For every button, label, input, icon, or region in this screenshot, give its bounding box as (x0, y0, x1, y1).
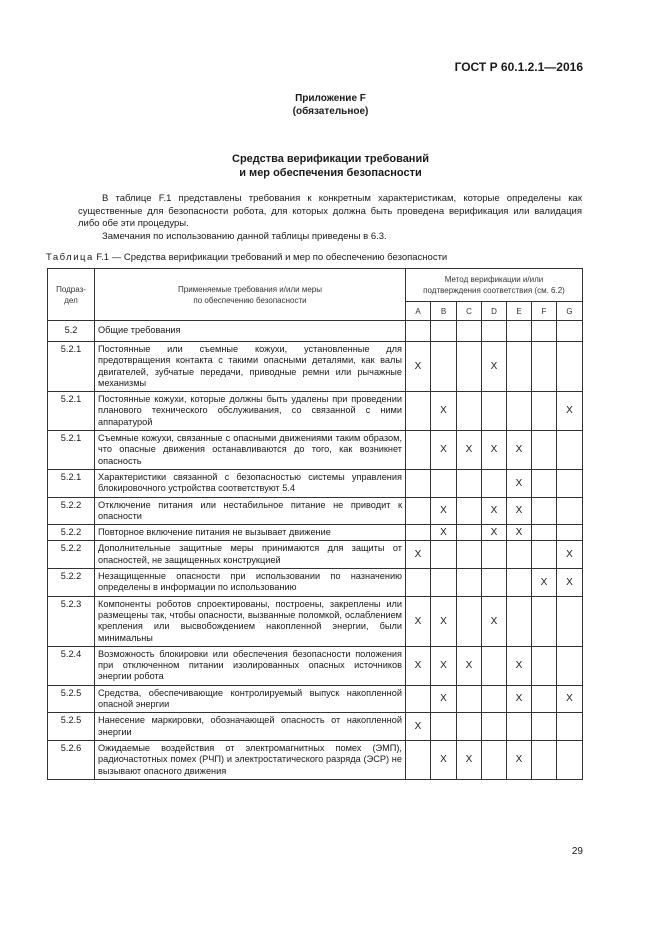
method-mark-g (557, 342, 583, 392)
method-mark-c (457, 469, 482, 497)
method-mark-e (507, 713, 532, 741)
document-code: ГОСТ Р 60.1.2.1—2016 (454, 60, 583, 74)
method-letter-c: C (457, 302, 482, 321)
method-mark-e: X (507, 740, 532, 779)
method-mark-g (557, 431, 583, 470)
method-mark-a (406, 497, 431, 525)
method-mark-a (406, 431, 431, 470)
method-mark-f (532, 541, 557, 569)
method-mark-g: X (557, 541, 583, 569)
method-mark-g (557, 497, 583, 525)
section-row-number: 5.2 (48, 321, 95, 342)
method-letter-b: B (431, 302, 457, 321)
method-mark-b: X (431, 525, 457, 541)
method-mark-b: X (431, 740, 457, 779)
intro-paragraph-1: В таблице F.1 представлены требования к конкретным характеристикам, которые определены как существенные для безопасности робота, для которых должна быть проведена верификация или валидация либо обе эти процедуры. (78, 193, 582, 229)
method-mark-a (406, 392, 431, 431)
method-mark-f (532, 740, 557, 779)
table-row (48, 569, 583, 597)
row-subsection-number: 5.2.2 (48, 525, 95, 541)
method-mark-g (557, 469, 583, 497)
method-mark-d (482, 541, 507, 569)
table-row (48, 469, 583, 497)
intro-paragraph-2: Замечания по использованию данной таблицы приведены в 6.3. (102, 230, 387, 242)
method-mark-e: X (507, 685, 532, 713)
method-mark-c (457, 392, 482, 431)
method-mark-c (457, 342, 482, 392)
method-letter-d: D (482, 302, 507, 321)
method-mark-d: X (482, 525, 507, 541)
row-requirement-text: Возможность блокировки или обеспечения безопасности положения при отключенном питании изолированных опасных источников энергии робота (95, 646, 406, 685)
row-requirement-text: Съемные кожухи, связанные с опасными движениями таким образом, что опасные движения останавливаются до того, как возникнет опасность (95, 431, 406, 470)
method-mark-c: X (457, 431, 482, 470)
method-mark-a: X (406, 596, 431, 646)
method-mark-g (557, 646, 583, 685)
method-mark-b (431, 541, 457, 569)
method-mark-g: X (557, 569, 583, 597)
table-row (48, 431, 583, 470)
row-requirement-text: Постоянные кожухи, которые должны быть удалены при проведении планового технического обслуживания, со связанной с ними аппаратурой (95, 392, 406, 431)
row-requirement-text: Характеристики связанной с безопасностью системы управления блокировочного устройства соответствуют 5.4 (95, 469, 406, 497)
method-mark-c (457, 541, 482, 569)
method-mark-f (532, 646, 557, 685)
method-mark-d: X (482, 342, 507, 392)
section-title-line-2: и мер обеспечения безопасности (239, 167, 422, 179)
row-requirement-text: Дополнительные защитные меры принимаются для защиты от опасностей, не защищенных конструкцией (95, 541, 406, 569)
method-mark-d (482, 392, 507, 431)
table-row (48, 740, 583, 779)
method-mark-e (507, 342, 532, 392)
method-mark-c (457, 685, 482, 713)
row-subsection-number: 5.2.5 (48, 713, 95, 741)
method-mark-b (431, 569, 457, 597)
row-subsection-number: 5.2.6 (48, 740, 95, 779)
row-requirement-text: Нанесение маркировки, обозначающей опасность от накопленной энергии (95, 713, 406, 741)
intro-text (78, 193, 582, 243)
method-mark-d (482, 469, 507, 497)
table-caption-prefix: Таблица (46, 252, 94, 263)
method-mark-a (406, 740, 431, 779)
table-row (48, 541, 583, 569)
header-requirements: Применяемые требования и/или меры по обеспечению безопасности (95, 269, 406, 321)
method-mark-f (532, 469, 557, 497)
method-mark-f: X (532, 569, 557, 597)
method-mark-a: X (406, 713, 431, 741)
method-mark-g (557, 740, 583, 779)
method-mark-a: X (406, 541, 431, 569)
table-row (48, 525, 583, 541)
row-requirement-text: Незащищенные опасности при использовании по назначению определены в информации по использованию (95, 569, 406, 597)
method-letter-a: A (406, 302, 431, 321)
row-subsection-number: 5.2.1 (48, 342, 95, 392)
header-subsection: Подраз- дел (48, 269, 95, 321)
method-mark-d (482, 646, 507, 685)
method-mark-c (457, 596, 482, 646)
method-mark-d: X (482, 431, 507, 470)
method-mark-e: X (507, 525, 532, 541)
method-mark-d: X (482, 596, 507, 646)
method-mark-e: X (507, 646, 532, 685)
method-mark-d: X (482, 497, 507, 525)
table-row (48, 685, 583, 713)
section-row (48, 321, 583, 342)
table-caption-text: F.1 — Средства верификации требований и мер по обеспечению безопасности (93, 252, 448, 263)
method-letter-g: G (557, 302, 583, 321)
section-title-line-1: Средства верификации требований (232, 153, 429, 165)
row-requirement-text: Ожидаемые воздействия от электромагнитных помех (ЭМП), радиочастотных помех (РЧП) и электростатического разряда (ЭСР) не вызывают опасного движения (95, 740, 406, 779)
annex-title: Приложение F (295, 93, 366, 104)
row-subsection-number: 5.2.4 (48, 646, 95, 685)
table-header-row (48, 269, 583, 302)
annex-status: (обязательное) (292, 106, 369, 117)
annex-heading (0, 92, 661, 118)
method-mark-g (557, 525, 583, 541)
method-mark-d (482, 740, 507, 779)
method-mark-b (431, 469, 457, 497)
method-mark-d (482, 569, 507, 597)
method-mark-b: X (431, 646, 457, 685)
row-requirement-text: Постоянные или съемные кожухи, установленные для предотвращения контакта с такими опасными деталями, как валы двигателей, зубчатые передачи, приводные ремни или рычажные механизмы (95, 342, 406, 392)
row-subsection-number: 5.2.1 (48, 392, 95, 431)
method-mark-e (507, 541, 532, 569)
method-mark-b (431, 342, 457, 392)
method-mark-e (507, 569, 532, 597)
method-mark-e: X (507, 431, 532, 470)
method-mark-c (457, 525, 482, 541)
method-mark-b (431, 713, 457, 741)
method-mark-a: X (406, 342, 431, 392)
row-requirement-text: Средства, обеспечивающие контролируемый выпуск накопленной опасной энергии (95, 685, 406, 713)
method-mark-g: X (557, 685, 583, 713)
page-number: 29 (571, 846, 583, 857)
row-requirement-text: Отключение питания или нестабильное питание не приводит к опасности (95, 497, 406, 525)
method-mark-b: X (431, 596, 457, 646)
method-mark-a (406, 469, 431, 497)
table-row (48, 713, 583, 741)
method-mark-f (532, 392, 557, 431)
method-mark-e: X (507, 469, 532, 497)
method-mark-f (532, 497, 557, 525)
method-mark-d (482, 685, 507, 713)
method-mark-e: X (507, 497, 532, 525)
method-mark-c: X (457, 646, 482, 685)
method-mark-b: X (431, 685, 457, 713)
row-subsection-number: 5.2.2 (48, 569, 95, 597)
method-mark-f (532, 525, 557, 541)
row-subsection-number: 5.2.2 (48, 541, 95, 569)
method-mark-f (532, 713, 557, 741)
row-subsection-number: 5.2.2 (48, 497, 95, 525)
method-mark-b: X (431, 392, 457, 431)
method-mark-e (507, 596, 532, 646)
method-mark-f (532, 342, 557, 392)
table-row (48, 392, 583, 431)
method-mark-g (557, 596, 583, 646)
method-mark-g (557, 713, 583, 741)
table-row (48, 596, 583, 646)
table-row (48, 497, 583, 525)
method-mark-c (457, 569, 482, 597)
header-methods: Метод верификации и/или подтверждения соответствия (см. 6.2) (406, 269, 583, 302)
row-subsection-number: 5.2.5 (48, 685, 95, 713)
method-mark-b: X (431, 497, 457, 525)
row-subsection-number: 5.2.3 (48, 596, 95, 646)
method-mark-a: X (406, 646, 431, 685)
section-title (0, 152, 661, 180)
table-row (48, 342, 583, 392)
method-mark-e (507, 392, 532, 431)
method-mark-f (532, 431, 557, 470)
method-mark-f (532, 596, 557, 646)
method-mark-c (457, 713, 482, 741)
table-caption (46, 252, 447, 263)
method-mark-g: X (557, 392, 583, 431)
method-letter-e: E (507, 302, 532, 321)
method-mark-c (457, 497, 482, 525)
method-mark-a (406, 685, 431, 713)
method-mark-f (532, 685, 557, 713)
row-subsection-number: 5.2.1 (48, 469, 95, 497)
method-mark-a (406, 569, 431, 597)
method-mark-b: X (431, 431, 457, 470)
row-requirement-text: Компоненты роботов спроектированы, построены, закреплены или размещены так, чтобы опасности, вызванные поломкой, ослаблением крепления или высвобождением накопленной энергии, были минимальны (95, 596, 406, 646)
row-subsection-number: 5.2.1 (48, 431, 95, 470)
row-requirement-text: Повторное включение питания не вызывает движение (95, 525, 406, 541)
method-letter-f: F (532, 302, 557, 321)
table-row (48, 646, 583, 685)
method-mark-d (482, 713, 507, 741)
section-row-title: Общие требования (95, 321, 406, 342)
method-mark-c: X (457, 740, 482, 779)
method-mark-a (406, 525, 431, 541)
verification-table (47, 268, 583, 780)
